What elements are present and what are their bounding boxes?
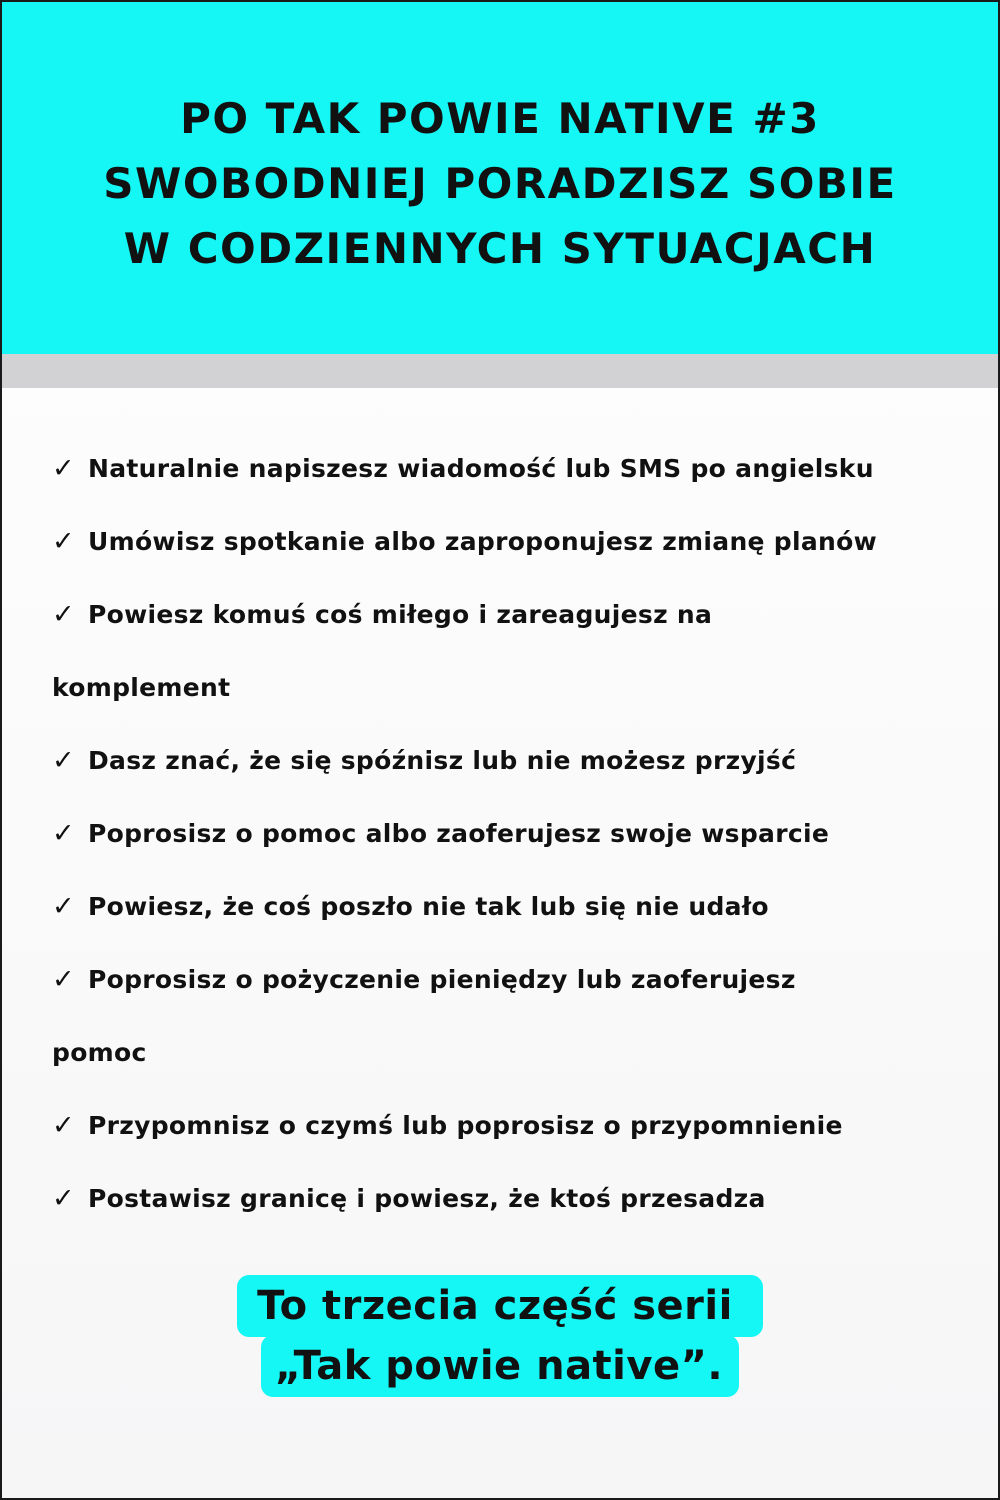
- list-item: [52, 797, 962, 870]
- list-item-text-continued: pomoc: [52, 1038, 147, 1067]
- title-line-1: PO TAK POWIE NATIVE #3: [180, 94, 820, 143]
- list-item-text: Poprosisz o pożyczenie pieniędzy lub zaoferujesz: [88, 965, 796, 994]
- checkmark-icon: ✓: [52, 453, 75, 484]
- checkmark-icon: ✓: [52, 745, 75, 776]
- list-item-text-continued: komplement: [52, 673, 231, 702]
- badge-line-1: To trzecia część serii: [237, 1275, 763, 1337]
- title-line-2: SWOBODNIEJ PORADZISZ SOBIE: [103, 159, 897, 208]
- checkmark-icon: ✓: [52, 964, 75, 995]
- list-item: [52, 870, 962, 943]
- badge-line-2: „Tak powie native”.: [261, 1335, 739, 1397]
- list-item-text: Naturalnie napiszesz wiadomość lub SMS po angielsku: [88, 454, 874, 483]
- list-item-text-wrapper: [52, 943, 962, 1089]
- checkmark-icon: ✓: [52, 1183, 75, 1214]
- list-item: [52, 943, 962, 1089]
- list-item: [52, 724, 962, 797]
- series-badge: [2, 1275, 998, 1397]
- checkmark-icon: ✓: [52, 599, 75, 630]
- benefits-checklist: [52, 432, 962, 1235]
- list-item: [52, 1162, 962, 1235]
- list-item: [52, 505, 962, 578]
- checkmark-icon: ✓: [52, 891, 75, 922]
- list-item-text: Umówisz spotkanie albo zaproponujesz zmianę planów: [88, 527, 878, 556]
- page-title: [2, 86, 998, 281]
- list-item-text: Poprosisz o pomoc albo zaoferujesz swoje wsparcie: [88, 819, 830, 848]
- list-item-text-wrapper: [52, 578, 962, 724]
- checkmark-icon: ✓: [52, 818, 75, 849]
- header-divider: [2, 354, 998, 388]
- list-item: [52, 578, 962, 724]
- list-item-text: Dasz znać, że się spóźnisz lub nie możesz przyjść: [88, 746, 797, 775]
- list-item-text: Postawisz granicę i powiesz, że ktoś przesadza: [88, 1184, 766, 1213]
- checkmark-icon: ✓: [52, 1110, 75, 1141]
- list-item-text: Powiesz, że coś poszło nie tak lub się nie udało: [88, 892, 769, 921]
- checkmark-icon: ✓: [52, 526, 75, 557]
- list-item: [52, 432, 962, 505]
- list-item-text: Przypomnisz o czymś lub poprosisz o przypomnienie: [88, 1111, 843, 1140]
- header-banner: [2, 2, 998, 354]
- list-item-text: Powiesz komuś coś miłego i zareagujesz na: [88, 600, 713, 629]
- title-line-3: W CODZIENNYCH SYTUACJACH: [123, 224, 877, 273]
- list-item: [52, 1089, 962, 1162]
